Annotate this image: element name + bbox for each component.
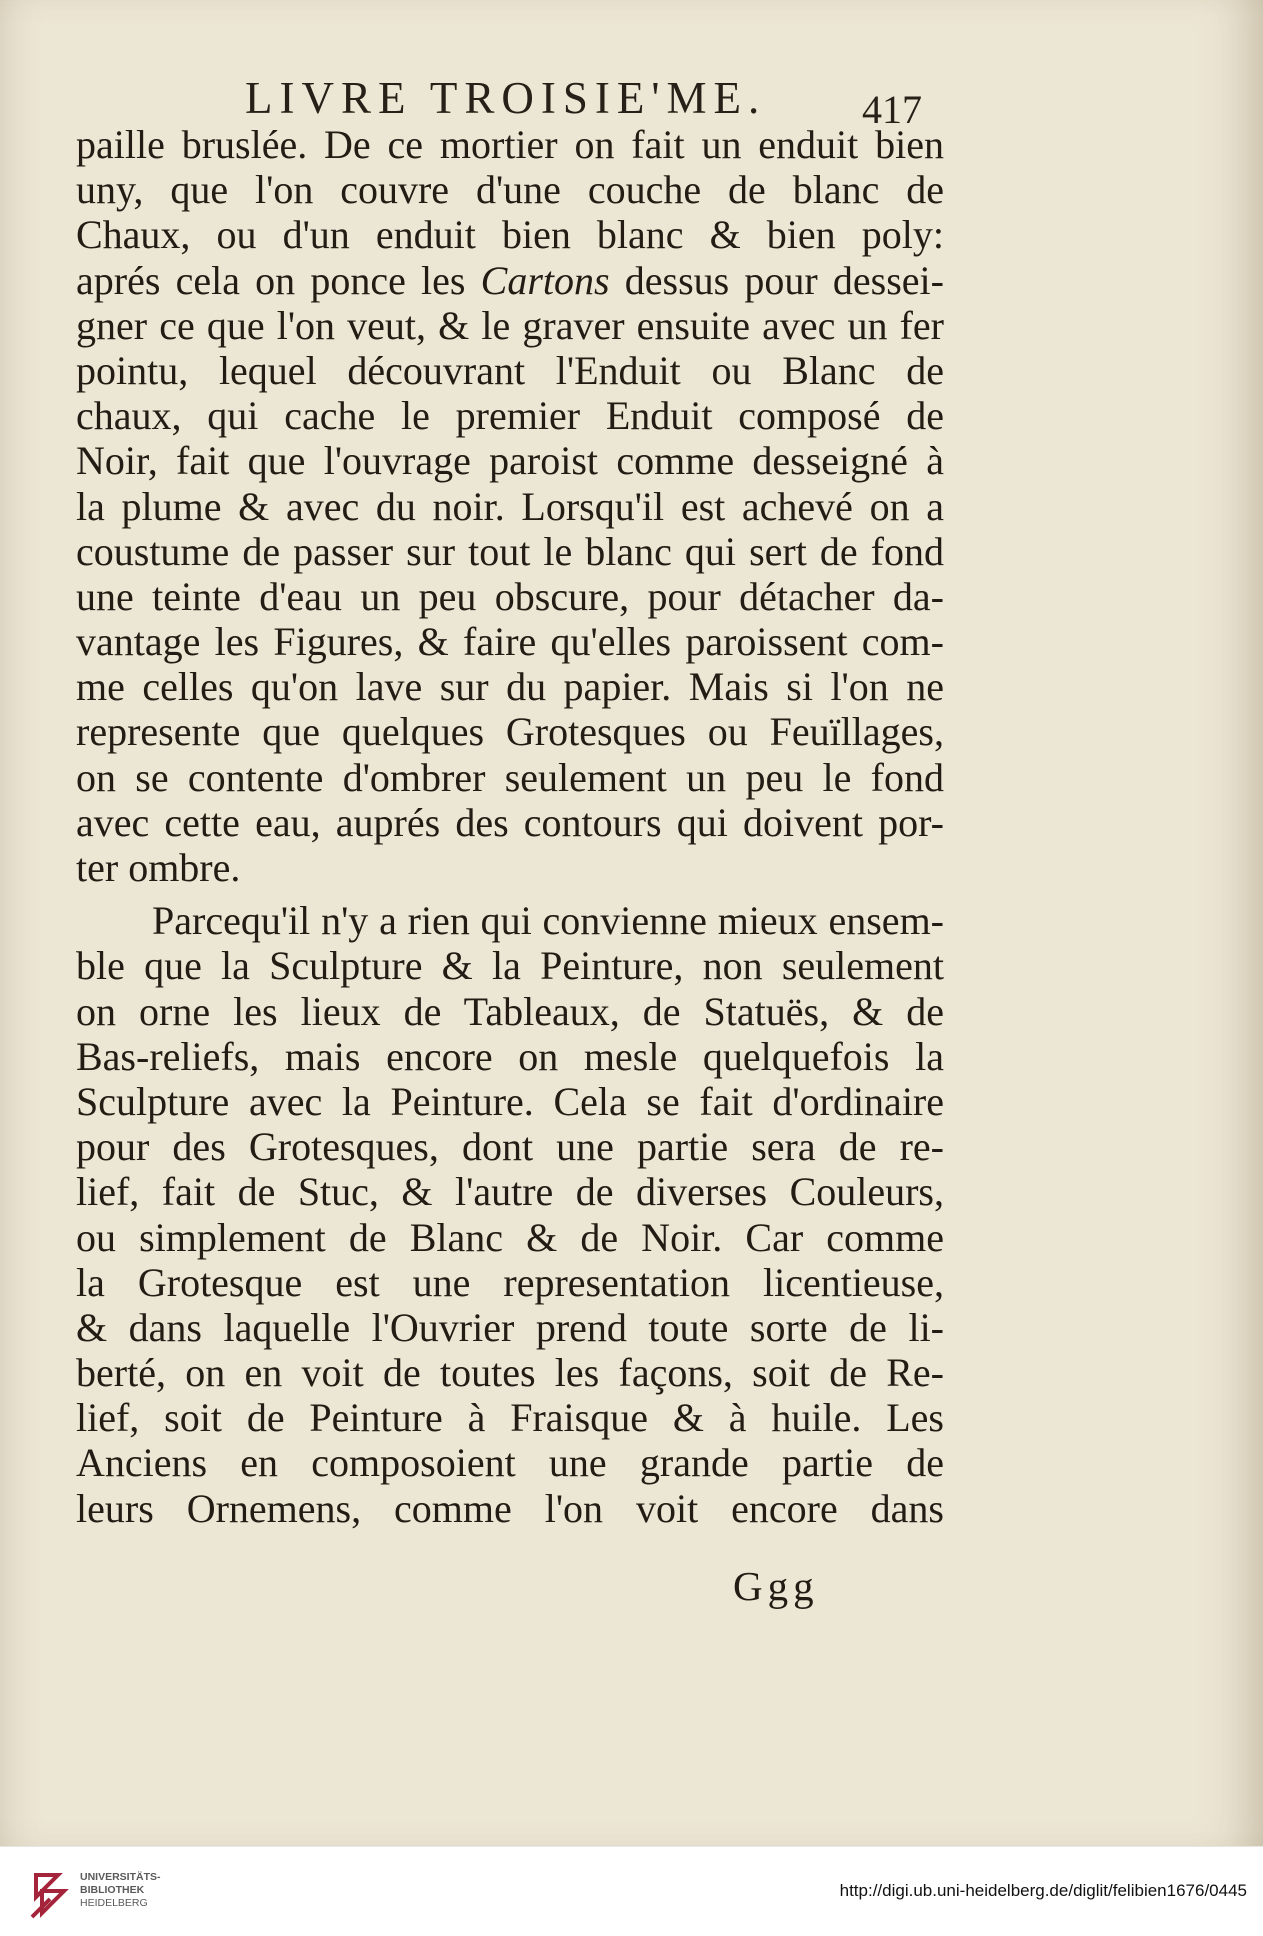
text-line: gner ce que l'on veut, & le graver ensuite avec un fer — [76, 302, 944, 348]
page-number: 417 — [862, 87, 922, 132]
text-line: la Grotesque est une representation licentieuse, — [76, 1259, 944, 1305]
text-line: Chaux, ou d'un enduit bien blanc & bien poly: — [76, 212, 944, 258]
text-line: ble que la Sculpture & la Peinture, non seulement — [76, 943, 944, 989]
text-line: leurs Ornemens, comme l'on voit encore dans — [76, 1485, 944, 1531]
text-line: Anciens en composoient une grande partie de — [76, 1440, 944, 1486]
text-line: Bas-reliefs, mais encore on mesle quelquefois la — [76, 1033, 944, 1079]
text-line: berté, on en voit de toutes les façons, soit de Re- — [76, 1350, 944, 1396]
signature-mark: Ggg — [733, 1563, 819, 1609]
text-line: Noir, fait que l'ouvrage paroist comme desseigné à — [76, 438, 944, 484]
text-line: me celles qu'on lave sur du papier. Mais si l'on ne — [76, 664, 944, 710]
text-line: pointu, lequel découvrant l'Enduit ou Blanc de — [76, 347, 944, 393]
text-line: aprés cela on ponce les Cartons dessus pour dessei- — [76, 257, 944, 303]
text-line: paille bruslée. De ce mortier on fait un enduit bien — [76, 122, 944, 167]
text-line: une teinte d'eau un peu obscure, pour détacher da- — [76, 573, 944, 619]
text-line: la plume & avec du noir. Lorsqu'il est achevé on a — [76, 483, 944, 529]
footer-bar — [0, 1846, 1263, 1936]
paragraph-first-line: Parcequ'il n'y a rien qui convienne mieux ensem- — [152, 898, 944, 944]
text-line: coustume de passer sur tout le blanc qui sert de fond — [76, 528, 944, 574]
text-line: uny, que l'on couvre d'une couche de blanc de — [76, 167, 944, 213]
text-line: vantage les Figures, & faire qu'elles paroissent com- — [76, 619, 944, 665]
text-line: ou simplement de Blanc & de Noir. Car comme — [76, 1214, 944, 1260]
text-line: on se contente d'ombrer seulement un peu le fond — [76, 754, 944, 800]
text-line: ter ombre. — [76, 845, 241, 890]
text-line: lief, fait de Stuc, & l'autre de diverses Couleurs, — [76, 1169, 944, 1215]
library-logo-icon — [28, 1869, 72, 1919]
running-title: LIVRE TROISIE'ME. — [245, 73, 767, 123]
library-name: UNIVERSITÄTS- BIBLIOTHEK HEIDELBERG — [80, 1871, 161, 1909]
permalink-url[interactable]: http://digi.ub.uni-heidelberg.de/diglit/felibien1676/0445 — [839, 1881, 1247, 1900]
text-line: avec cette eau, auprés des contours qui doivent por- — [76, 799, 944, 845]
text-line: Sculpture avec la Peinture. Cela se fait d'ordinaire — [76, 1078, 944, 1124]
text-line: chaux, qui cache le premier Enduit composé de — [76, 393, 944, 439]
text-line: represente que quelques Grotesques ou Feuïllages, — [76, 709, 944, 755]
body-text — [76, 122, 944, 1531]
text-line: pour des Grotesques, dont une partie sera de re- — [76, 1124, 944, 1170]
text-line: & dans laquelle l'Ouvrier prend toute sorte de li- — [76, 1304, 944, 1350]
text-line: lief, soit de Peinture à Fraisque & à huile. Les — [76, 1395, 944, 1441]
text-line: on orne les lieux de Tableaux, de Statuës, & de — [76, 988, 944, 1034]
